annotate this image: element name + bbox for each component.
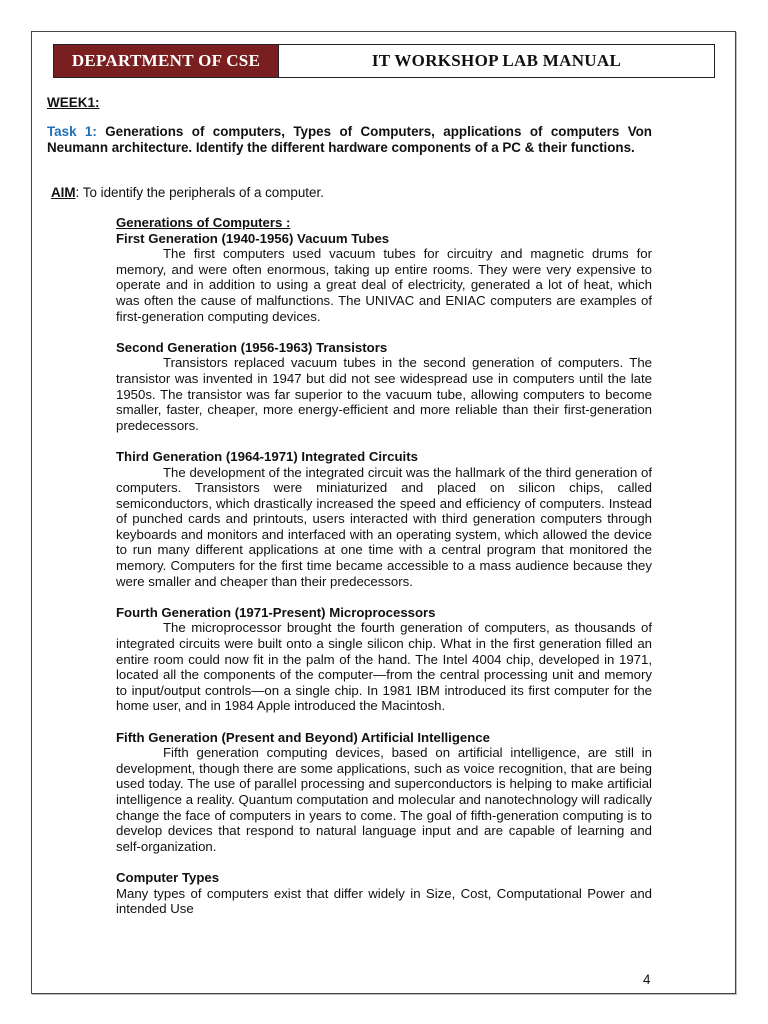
aim-label: AIM bbox=[51, 185, 76, 200]
manual-title: IT WORKSHOP LAB MANUAL bbox=[371, 51, 622, 70]
section-title-third: Third Generation (1964-1971) Integrated Circuits bbox=[116, 448, 418, 464]
section-body-second: Transistors replaced vacuum tubes in the second generation of computers. The transistor was invented in 1947 but did not see widespread use in computers until the late 1950s. The transistor was far superior to the vacuum tube, allowing computers to become smaller, faster, cheaper, more energy-efficient and more reliable than their first-generation predecessors. bbox=[116, 355, 652, 433]
section-title-first: First Generation (1940-1956) Vacuum Tubes bbox=[116, 230, 390, 246]
page-number: 4 bbox=[643, 972, 651, 987]
section-body-first: The first computers used vacuum tubes for circuitry and magnetic drums for memory, and were often enormous, taking up entire rooms. They were very expensive to operate and in addition to using a great deal of electricity, generated a lot of heat, which was often the cause of malfunctions. The UNIVAC and ENIAC computers are examples of first-generation computing devices. bbox=[116, 246, 652, 324]
computer-types-body: Many types of computers exist that differ widely in Size, Cost, Computational Power and intended Use bbox=[116, 885, 652, 917]
generations-title: Generations of Computers : bbox=[116, 215, 291, 230]
section-title-fourth: Fourth Generation (1971-Present) Microprocessors bbox=[116, 604, 436, 620]
section-title-second: Second Generation (1956-1963) Transistors bbox=[116, 339, 388, 355]
week-heading: WEEK1: bbox=[47, 95, 100, 110]
page-header bbox=[53, 44, 715, 78]
department-label: DEPARTMENT OF CSE bbox=[54, 45, 279, 77]
task-description bbox=[47, 124, 652, 156]
aim-text: : To identify the peripherals of a computer. bbox=[75, 185, 324, 200]
task-text: Generations of computers, Types of Computers, applications of computers Von Neumann architecture. Identify the different hardware components of a PC & their functions. bbox=[47, 124, 652, 155]
section-body-fifth: Fifth generation computing devices, based on artificial intelligence, are still in development, though there are some applications, such as voice recognition, that are being used today. The use of parallel processing and superconductors is helping to make artificial intelligence a reality. Quantum computation and molecular and nanotechnology will radically change the face of computers in years to come. The goal of fifth-generation computing is to develop devices that respond to natural language input and are capable of learning and self-organization. bbox=[116, 745, 652, 854]
main-content bbox=[116, 215, 652, 917]
section-body-third: The development of the integrated circuit was the hallmark of the third generation of computers. Transistors were miniaturized and placed on silicon chips, called semiconductors, which drastically increased the speed and efficiency of computers. Instead of punched cards and printouts, users interacted with third generation computers through keyboards and monitors and interfaced with an operating system, which allowed the device to run many different applications at one time with a central program that monitored the memory. Computers for the first time became accessible to a mass audience because they were smaller and cheaper than their predecessors. bbox=[116, 464, 652, 589]
aim-line bbox=[51, 185, 324, 200]
section-title-fifth: Fifth Generation (Present and Beyond) Artificial Intelligence bbox=[116, 729, 490, 745]
computer-types-title: Computer Types bbox=[116, 869, 220, 885]
task-label: Task 1: bbox=[47, 124, 97, 139]
section-body-fourth: The microprocessor brought the fourth generation of computers, as thousands of integrated circuits were built onto a single silicon chip. What in the first generation filled an entire room could now fit in the palm of the hand. The Intel 4004 chip, developed in 1971, located all the components of the computer—from the central processing unit and memory to input/output controls—on a single chip. In 1981 IBM introduced its first computer for the home user, and in 1984 Apple introduced the Macintosh. bbox=[116, 620, 652, 714]
